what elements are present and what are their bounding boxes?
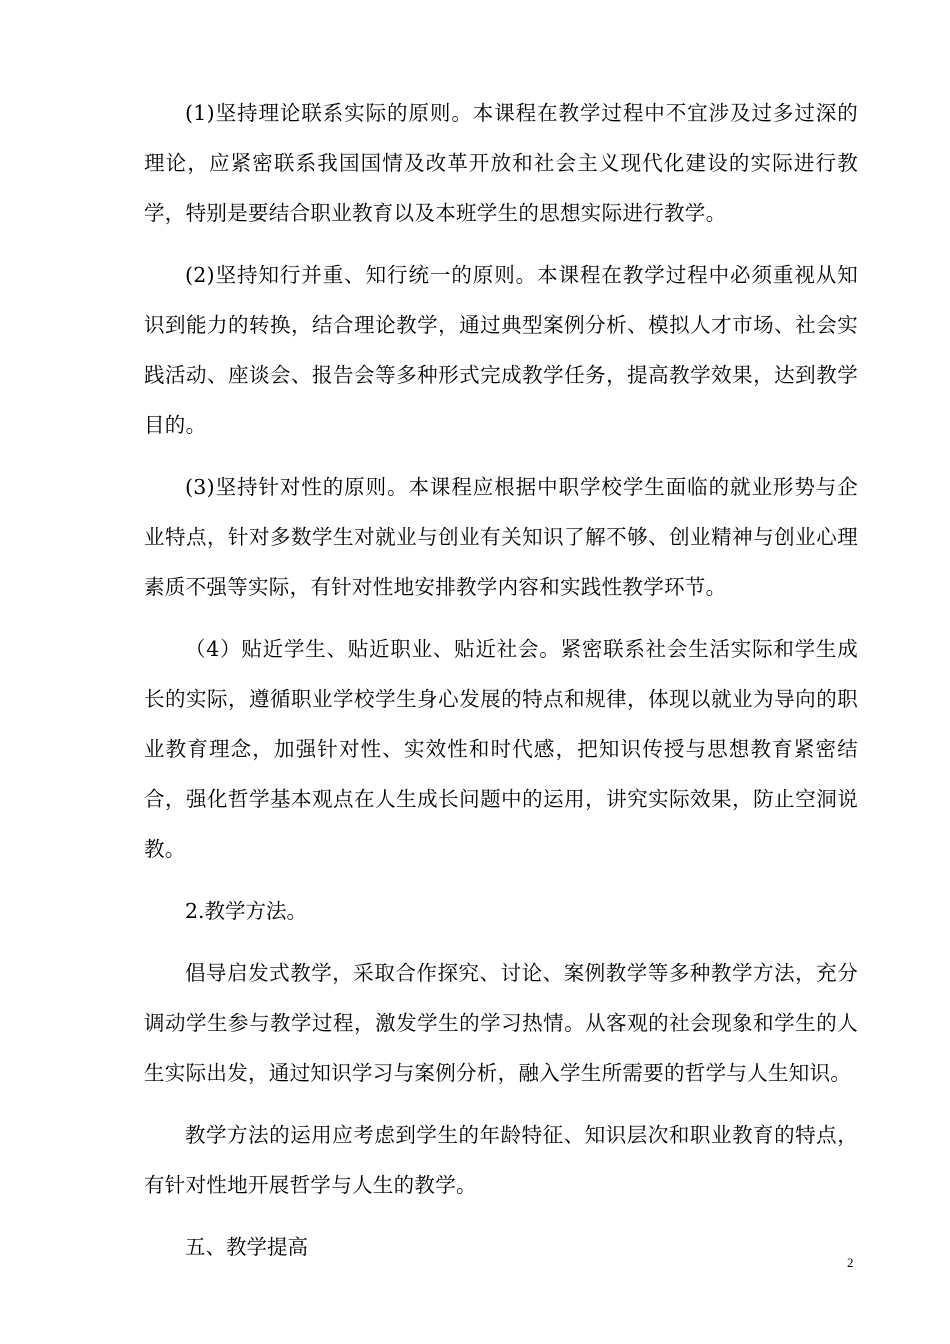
- paragraph-teaching-methods: 倡导启发式教学，采取合作探究、讨论、案例教学等多种教学方法，充分调动学生参与教学过程，激发学生的学习热情。从客观的社会现象和学生的人生实际出发，通过知识学习与案例分析，融入学生所需要的哲学与人生知识。: [144, 961, 858, 1085]
- paragraph-method-application: 教学方法的运用应考虑到学生的年龄特征、知识层次和职业教育的特点，有针对性地开展哲学与人生的教学。: [144, 1123, 858, 1197]
- document-body: [144, 88, 858, 1284]
- paragraph-principle-4: （4）贴近学生、贴近职业、贴近社会。紧密联系社会生活实际和学生成长的实际，遵循职业学校学生身心发展的特点和规律，体现以就业为导向的职业教育理念，加强针对性、实效性和时代感，把知识传授与思想教育紧密结合，强化哲学基本观点在人生成长问题中的运用，讲究实际效果，防止空洞说教。: [144, 637, 858, 861]
- paragraph-principle-2: (2)坚持知行并重、知行统一的原则。本课程在教学过程中必须重视从知识到能力的转换，结合理论教学，通过典型案例分析、模拟人才市场、社会实践活动、座谈会、报告会等多种形式完成教学任务，提高教学效果，达到教学目的。: [144, 263, 858, 437]
- section-heading-teaching-methods: 2.教学方法。: [185, 899, 308, 923]
- section-heading-teaching-improvement: 五、教学提高: [185, 1235, 308, 1259]
- page-number: 2: [847, 1255, 854, 1270]
- paragraph-principle-3: (3)坚持针对性的原则。本课程应根据中职学校学生面临的就业形势与企业特点，针对多数学生对就业与创业有关知识了解不够、创业精神与创业心理素质不强等实际，有针对性地安排教学内容和实践性教学环节。: [144, 475, 858, 599]
- paragraph-principle-1: (1)坚持理论联系实际的原则。本课程在教学过程中不宜涉及过多过深的理论，应紧密联系我国国情及改革开放和社会主义现代化建设的实际进行教学，特别是要结合职业教育以及本班学生的思想实际进行教学。: [144, 101, 858, 225]
